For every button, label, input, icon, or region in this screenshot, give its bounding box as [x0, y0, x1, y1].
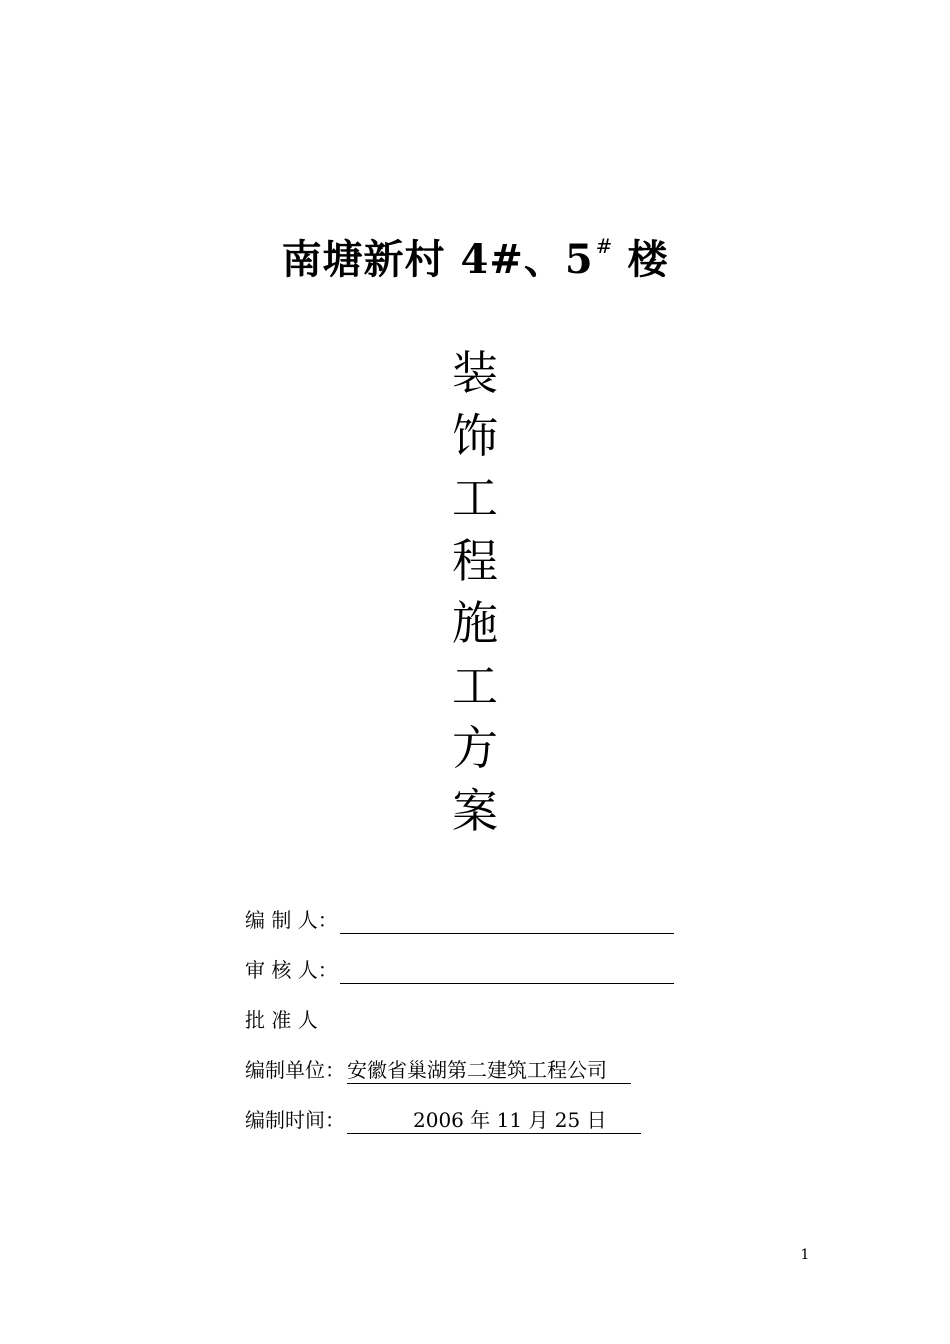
subtitle-char: 程 — [452, 533, 498, 588]
compiler-blank-line — [340, 909, 674, 934]
subtitle-char: 案 — [452, 783, 498, 838]
subtitle-char: 施 — [452, 596, 498, 650]
title-main-text: 南塘新村 4#、5 — [281, 236, 594, 283]
subtitle-char: 饰 — [452, 408, 498, 463]
date-colon: ： — [325, 1108, 345, 1132]
document-title — [0, 218, 950, 288]
page-number: 1 — [800, 1247, 810, 1263]
compiler-row — [245, 906, 674, 934]
compiler-colon: ： — [317, 908, 338, 932]
vertical-subtitle — [425, 342, 525, 842]
subtitle-char: 工 — [452, 658, 498, 713]
unit-label: 编制单位 — [245, 1058, 325, 1082]
reviewer-blank-line — [340, 959, 674, 984]
unit-row — [245, 1056, 631, 1084]
unit-colon: ： — [325, 1058, 345, 1082]
reviewer-label: 审 核 人 — [245, 958, 318, 982]
reviewer-colon: ： — [317, 958, 338, 982]
subtitle-char: 方 — [452, 721, 498, 775]
date-value: 2006 年 11 月 25 日 — [347, 1107, 641, 1134]
approver-row — [245, 1006, 318, 1034]
date-label: 编制时间 — [245, 1108, 325, 1132]
compiler-label: 编 制 人 — [245, 908, 318, 932]
subtitle-char: 装 — [452, 346, 498, 400]
date-row — [245, 1106, 641, 1134]
title-end-text: 楼 — [627, 236, 669, 283]
title-superscript: # — [595, 234, 614, 258]
approver-label: 批 准 人 — [245, 1008, 318, 1032]
subtitle-char: 工 — [452, 471, 498, 525]
reviewer-row — [245, 956, 674, 984]
unit-value: 安徽省巢湖第二建筑工程公司 — [347, 1057, 631, 1084]
